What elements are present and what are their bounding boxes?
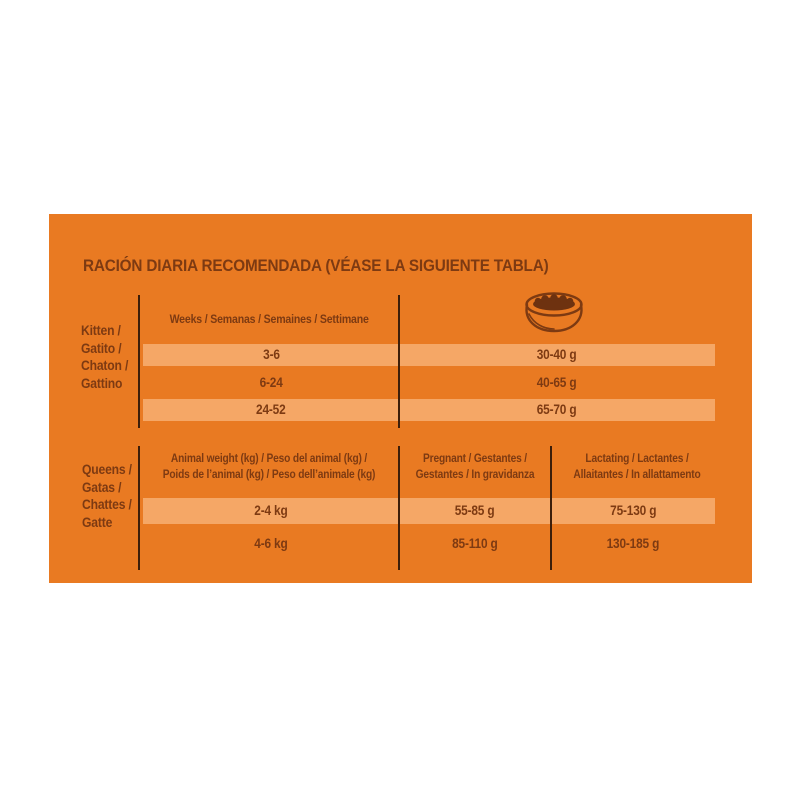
pregnant-value: 55-85 g	[455, 503, 495, 518]
kitten-table-column-divider	[398, 295, 400, 428]
weeks-cell	[143, 399, 399, 421]
pregnant-header-line: Gestantes / In gravidanza	[415, 467, 535, 481]
weight-header-line: Animal weight (kg) / Peso del animal (kg) /	[170, 451, 368, 465]
lactating-column-header	[547, 450, 727, 482]
weight-cell	[143, 498, 399, 524]
feeding-guide-panel	[49, 214, 752, 583]
kitten-label-line: Kitten /	[81, 323, 121, 338]
amount-cell	[399, 344, 715, 366]
pregnant-column-header	[399, 450, 551, 482]
table-row	[143, 344, 715, 366]
pregnant-cell	[399, 498, 551, 524]
weeks-cell	[143, 344, 399, 366]
table-row	[143, 399, 715, 421]
pregnant-value: 85-110 g	[452, 536, 498, 551]
lactating-header-line: Lactating / Lactantes /	[585, 451, 689, 465]
amount-value: 30-40 g	[537, 347, 577, 362]
weight-value: 2-4 kg	[254, 503, 288, 518]
panel-title-text: RACIÓN DIARIA RECOMENDADA (VÉASE LA SIGUIENTE TABLA)	[83, 256, 549, 275]
lactating-cell	[551, 531, 715, 557]
weight-header-line: Poids de l’animal (kg) / Peso dell’animale (kg)	[162, 467, 376, 481]
lactating-value: 130-185 g	[606, 536, 660, 551]
queens-row-label	[82, 461, 137, 531]
weeks-value: 24-52	[256, 402, 286, 417]
amount-value: 65-70 g	[537, 402, 577, 417]
weight-column-header	[139, 450, 399, 482]
panel-title	[83, 256, 600, 275]
weight-cell	[143, 531, 399, 557]
table-row	[143, 531, 715, 557]
table-row	[143, 372, 715, 394]
amount-value: 40-65 g	[537, 375, 577, 390]
weeks-value: 3-6	[262, 347, 280, 362]
weeks-column-header	[139, 312, 399, 326]
kitten-table-left-divider	[138, 295, 140, 428]
queens-table-column-divider-2	[550, 446, 552, 570]
queens-label-line: Gatte	[82, 514, 113, 530]
amount-cell	[399, 399, 715, 421]
queens-label-line: Queens /	[82, 462, 132, 477]
lactating-cell	[551, 498, 715, 524]
food-bowl-icon	[518, 288, 590, 336]
weeks-column-header-text: Weeks / Semanas / Semaines / Settimane	[169, 312, 369, 326]
lactating-header-line: Allaitantes / In allattamento	[573, 467, 701, 481]
lactating-value: 75-130 g	[609, 503, 657, 518]
weeks-value: 6-24	[259, 375, 283, 390]
weight-value: 4-6 kg	[254, 536, 288, 551]
queens-table-column-divider-1	[398, 446, 400, 570]
kitten-label-line: Gattino	[81, 375, 123, 391]
pregnant-header-line: Pregnant / Gestantes /	[423, 451, 527, 465]
pregnant-cell	[399, 531, 551, 557]
queens-table-left-divider	[138, 446, 140, 570]
queens-label-line: Gatas /	[82, 479, 122, 495]
amount-cell	[399, 372, 715, 394]
weeks-cell	[143, 372, 399, 394]
kitten-row-label	[81, 322, 133, 392]
kitten-label-line: Chaton /	[81, 358, 129, 373]
kitten-label-line: Gatito /	[81, 340, 122, 356]
queens-label-line: Chattes /	[82, 497, 132, 512]
table-row	[143, 498, 715, 524]
